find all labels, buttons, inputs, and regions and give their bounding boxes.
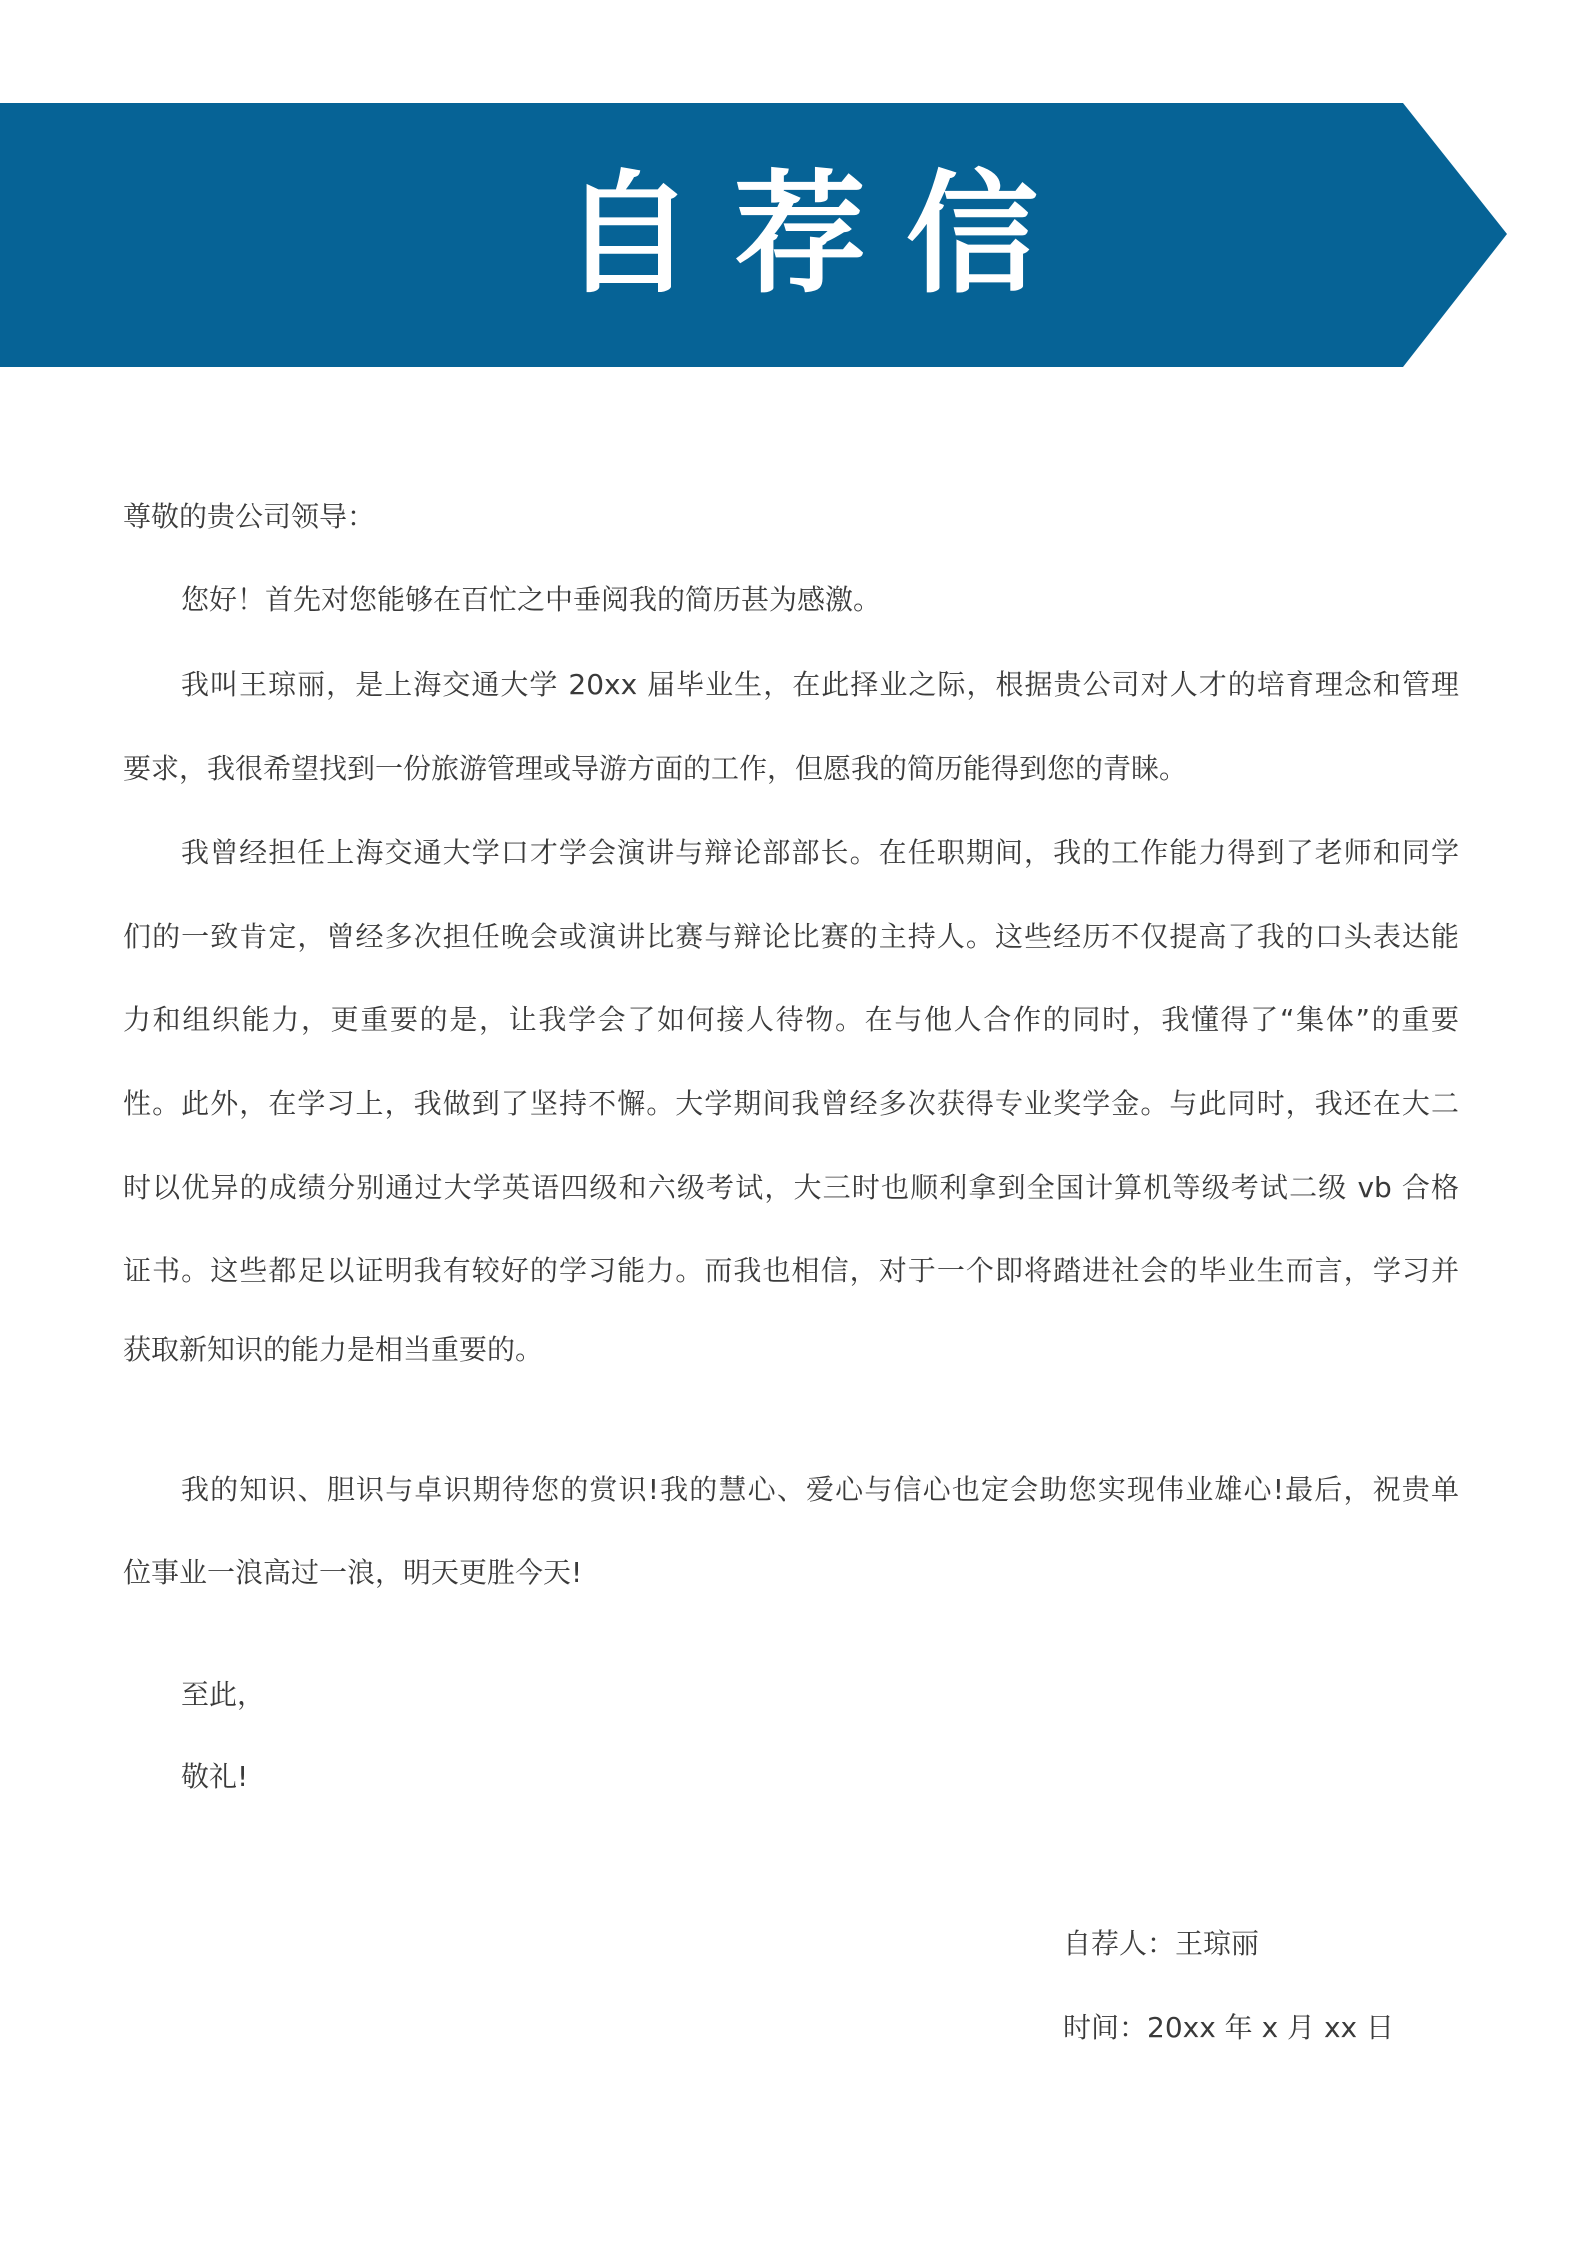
title-banner (0, 103, 1510, 367)
paragraph-line: 时以优异的成绩分别通过大学英语四级和六级考试，大三时也顺利拿到全国计算机等级考试二级 vb 合格 (123, 1171, 1459, 1204)
paragraph-line: 位事业一浪高过一浪，明天更胜今天! (123, 1556, 583, 1589)
paragraph-line: 性。此外，在学习上，我做到了坚持不懈。大学期间我曾经多次获得专业奖学金。与此同时，我还在大二 (123, 1087, 1459, 1120)
greeting: 尊敬的贵公司领导： (123, 500, 376, 533)
signature-date: 时间：20xx 年 x 月 xx 日 (1063, 2011, 1394, 2044)
signature-author: 自荐人：王琼丽 (1063, 1927, 1260, 1960)
salutation: 敬礼! (181, 1760, 249, 1793)
paragraph-line: 要求，我很希望找到一份旅游管理或导游方面的工作，但愿我的简历能得到您的青睐。 (123, 752, 1188, 785)
paragraph-line: 您好！首先对您能够在百忙之中垂阅我的简历甚为感激。 (181, 583, 882, 616)
paragraph-line: 力和组织能力，更重要的是，让我学会了如何接人待物。在与他人合作的同时，我懂得了“集体”的重要 (123, 1003, 1459, 1036)
paragraph-line: 获取新知识的能力是相当重要的。 (123, 1333, 544, 1366)
paragraph-line: 证书。这些都足以证明我有较好的学习能力。而我也相信，对于一个即将踏进社会的毕业生而言，学习并 (123, 1254, 1459, 1287)
paragraph-line: 我叫王琼丽，是上海交通大学 20xx 届毕业生，在此择业之际，根据贵公司对人才的培育理念和管理 (181, 668, 1459, 701)
paragraph-line: 们的一致肯定，曾经多次担任晚会或演讲比赛与辩论比赛的主持人。这些经历不仅提高了我的口头表达能 (123, 920, 1459, 953)
paragraph-line: 我的知识、胆识与卓识期待您的赏识!我的慧心、爱心与信心也定会助您实现伟业雄心!最后，祝贵单 (181, 1473, 1459, 1506)
closing: 至此， (181, 1678, 266, 1711)
paragraph-line: 我曾经担任上海交通大学口才学会演讲与辩论部部长。在任职期间，我的工作能力得到了老师和同学 (181, 836, 1459, 869)
page-title: 自荐信 (562, 158, 1078, 312)
